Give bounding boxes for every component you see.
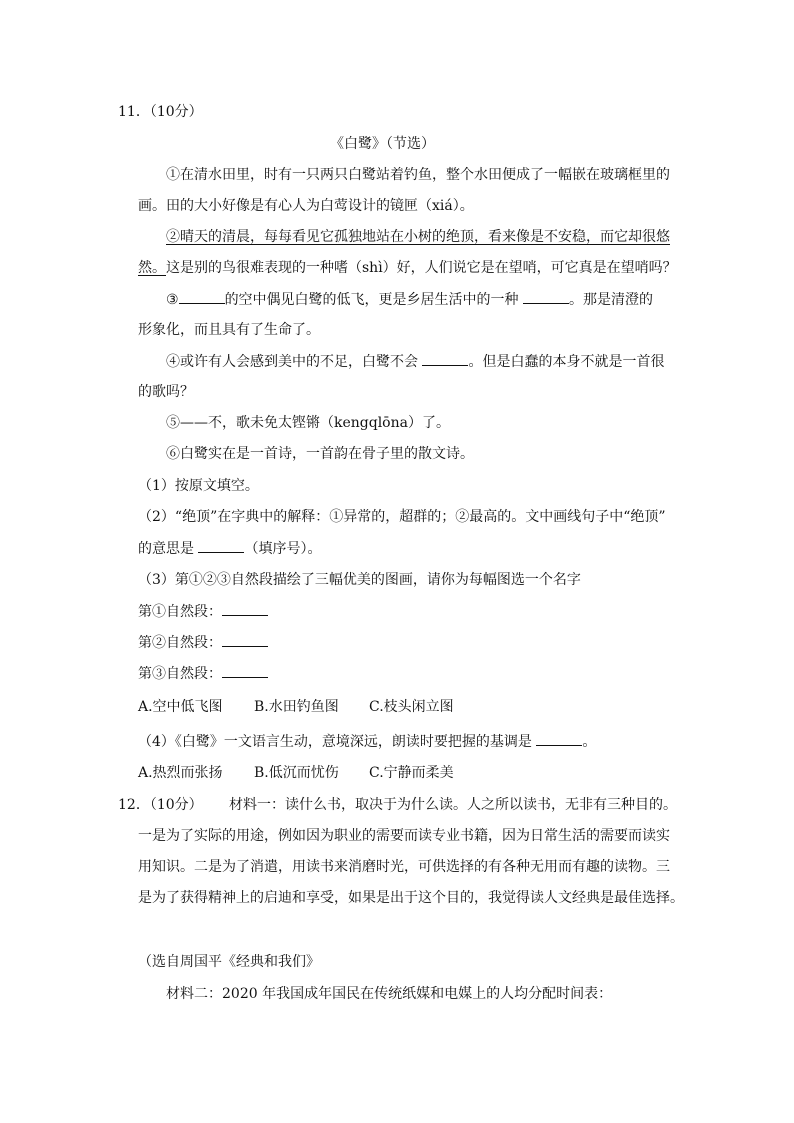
sub-question-4-prompt: （4）《白鹭》一文语言生动，意境深远，朗读时要把握的基调是 <box>138 734 537 750</box>
option-4b: B.低沉而忧伤 <box>254 765 339 781</box>
paragraph-1-name-row <box>138 601 268 622</box>
sub-question-2-hint: （填序号）。 <box>244 541 322 557</box>
paragraph-2-line-2 <box>138 258 677 278</box>
paragraph-3-label: 第③自然段： <box>138 666 222 682</box>
option-4a: A.热烈而张扬 <box>138 765 223 781</box>
question-11-header: 11．（10分） <box>118 104 203 120</box>
material-1-line-3: 用知识。二是为了消遣，用读书来消磨时光，可供选择的有各种无用而有趣的读物。三 <box>138 859 670 875</box>
fill-blank-4[interactable] <box>198 538 244 553</box>
fill-blank-2[interactable] <box>523 289 569 304</box>
sub-question-4-end: 。 <box>582 734 597 750</box>
sub-question-2-prompt: 的意思是 <box>138 541 199 557</box>
paragraph-4-line-2: 的歌吗？ <box>138 384 194 400</box>
paragraph-2-rest: 这是别的鸟很难表现的一种嗜（shì）好，人们说它是在望哨，可它真是在望哨吗？ <box>166 260 677 276</box>
option-b: B.水田钓鱼图 <box>254 699 339 715</box>
paragraph-3-text-end: 。那是清澄的 <box>569 292 654 308</box>
sub-question-2-line-2 <box>138 538 321 559</box>
sub-question-3: （3）第①②③自然段描绘了三幅优美的图画，请你为每幅图选一个名字 <box>138 572 581 588</box>
option-c: C.枝头闲立图 <box>369 699 454 715</box>
material-1-line-1: 材料一：读什么书，取决于为什么读。人之所以读书，无非有三种目的。 <box>229 797 677 813</box>
material-1-line-2: 一是为了实际的用途，例如因为职业的需要而读专业书籍，因为日常生活的需要而读实 <box>138 828 670 844</box>
paragraph-1-line-1: ①在清水田里，时有一只两只白鹭站着钓鱼，整个水田便成了一幅嵌在玻璃框里的 <box>166 167 670 183</box>
fill-blank-8[interactable] <box>536 731 582 746</box>
sub-question-1: （1）按原文填空。 <box>138 478 259 494</box>
paragraph-3-name-row <box>138 663 268 684</box>
material-1-source: （选自周国平《经典和我们》 <box>138 954 320 970</box>
paragraph-1-label: 第①自然段： <box>138 604 222 620</box>
paragraph-3-line-1 <box>166 289 653 310</box>
material-2-intro: 材料二：2020 年我国成年国民在传统纸媒和电媒上的人均分配时间表： <box>166 986 613 1002</box>
fill-blank-7[interactable] <box>222 663 268 678</box>
fill-blank-1[interactable] <box>179 289 225 304</box>
paragraph-5: ⑤——不，歌未免太铿锵（kengqlōna）了。 <box>166 415 450 431</box>
material-1-line-4: 是为了获得精神上的启迪和享受，如果是出于这个目的，我觉得读人文经典是最佳选择。 <box>138 890 684 906</box>
paragraph-2-line-1-underlined: ②晴天的清晨，每每看见它孤独地站在小树的绝顶，看来像是不安稳，而它却很悠 <box>166 229 670 245</box>
fill-blank-5[interactable] <box>222 601 268 616</box>
paragraph-3-line-2: 形象化，而且具有了生命了。 <box>138 322 320 338</box>
option-row-3 <box>138 697 454 717</box>
option-row-4 <box>138 763 454 783</box>
paragraph-3-text: 的空中偶见白鹭的低飞，更是乡居生活中的一种 <box>224 292 524 308</box>
paragraph-4-text-end: 。但是白蠢的本身不就是一首很 <box>468 354 665 370</box>
paragraph-6: ⑥白鹭实在是一首诗，一首韵在骨子里的散文诗。 <box>166 446 474 462</box>
paragraph-3-number: ③ <box>166 292 179 308</box>
underlined-sentence-end: 然。 <box>138 260 166 276</box>
sub-question-2-line-1: （2）“绝顶”在字典中的解释：①异常的，超群的；②最高的。文中画线句子中“绝顶” <box>138 509 666 525</box>
fill-blank-3[interactable] <box>422 351 468 366</box>
option-a: A.空中低飞图 <box>138 699 223 715</box>
passage-title: 《白鹭》（节选） <box>330 136 435 152</box>
option-4c: C.宁静而柔美 <box>369 765 454 781</box>
question-12-header: 12．（10分） <box>118 797 203 813</box>
paragraph-1-line-2: 画。田的大小好像是有心人为白莺设计的镜匣（xiá）。 <box>138 198 474 214</box>
paragraph-2-name-row <box>138 632 268 653</box>
fill-blank-6[interactable] <box>222 632 268 647</box>
paragraph-2-label: 第②自然段： <box>138 635 222 651</box>
sub-question-4 <box>138 731 596 752</box>
paragraph-4-line-1 <box>166 351 664 372</box>
paragraph-4-text: ④或许有人会感到美中的不足，白鹭不会 <box>166 354 423 370</box>
